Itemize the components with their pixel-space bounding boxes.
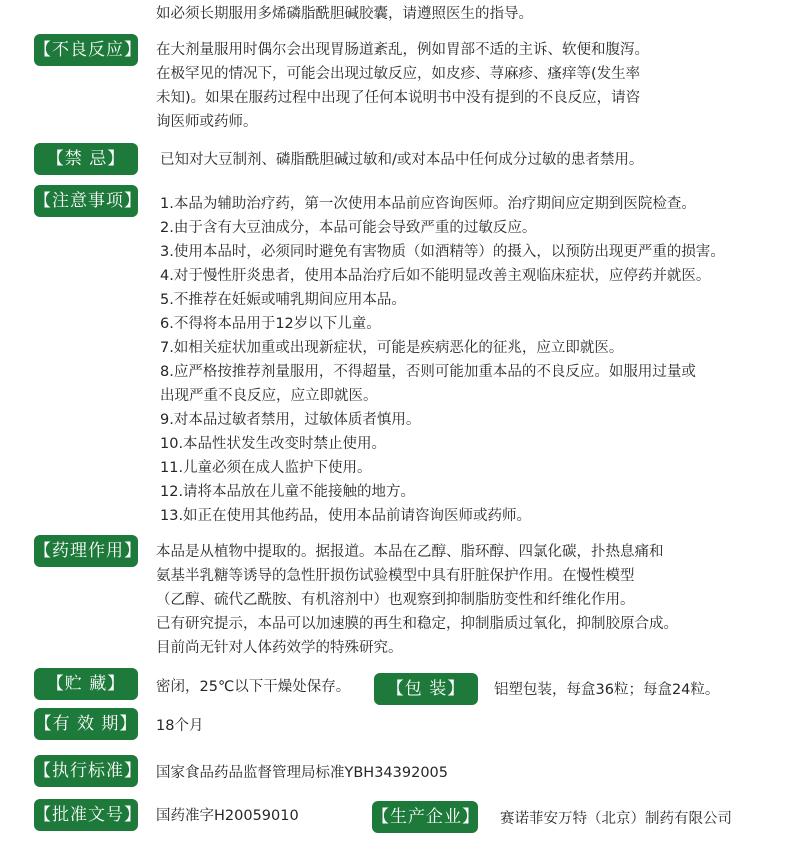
- precaution-item: 6.不得将本品用于12岁以下儿童。: [160, 316, 381, 332]
- manufacturer-text: 赛诺菲安万特（北京）制药有限公司: [500, 811, 732, 827]
- precaution-item: 出现严重不良反应，应立即就医。: [160, 388, 378, 404]
- pharmacology-line: 目前尚无针对人体药效学的特殊研究。: [156, 640, 403, 656]
- adverse-line: 在大剂量服用时偶尔会出现胃肠道紊乱，例如胃部不适的主诉、软便和腹泻。: [156, 42, 649, 58]
- precaution-item: 13.如正在使用其他药品，使用本品前请咨询医师或药师。: [160, 508, 532, 524]
- standard-text: 国家食品药品监督管理局标准YBH34392005: [156, 765, 449, 781]
- section-label-validity: 【有 效 期】: [34, 708, 138, 740]
- precaution-item: 12.请将本品放在儿童不能接触的地方。: [160, 484, 416, 500]
- precaution-item: 3.使用本品时，必须同时避免有害物质（如酒精等）的摄入，以预防出现更严重的损害。: [160, 244, 725, 260]
- section-label-precautions: 【注意事项】: [34, 185, 138, 217]
- section-label-pharmacology: 【药理作用】: [34, 535, 138, 567]
- precaution-item: 9.对本品过敏者禁用，过敏体质者慎用。: [160, 412, 421, 428]
- precaution-item: 4.对于慢性肝炎患者，使用本品治疗后如不能明显改善主观临床症状，应停药并就医。: [160, 268, 711, 284]
- section-label-adverse: 【不良反应】: [34, 34, 138, 66]
- section-label-storage: 【贮 藏】: [34, 668, 138, 700]
- precaution-item: 5.不推荐在妊娠或哺乳期间应用本品。: [160, 292, 406, 308]
- contraindications-text: 已知对大豆制剂、磷脂酰胆碱过敏和/或对本品中任何成分过敏的患者禁用。: [160, 152, 644, 168]
- precaution-item: 2.由于含有大豆油成分，本品可能会导致严重的过敏反应。: [160, 220, 537, 236]
- adverse-line: 在极罕见的情况下，可能会出现过敏反应，如皮疹、荨麻疹、瘙痒等(发生率: [156, 66, 641, 82]
- precaution-item: 7.如相关症状加重或出现新症状，可能是疾病恶化的征兆，应立即就医。: [160, 340, 624, 356]
- section-label-contraindications: 【禁 忌】: [34, 143, 138, 175]
- storage-text: 密闭，25℃以下干燥处保存。: [156, 679, 351, 695]
- adverse-line: 未知)。如果在服药过程中出现了任何本说明书中没有提到的不良反应，请咨: [156, 90, 641, 106]
- precaution-item: 10.本品性状发生改变时禁止使用。: [160, 436, 387, 452]
- adverse-line: 询医师或药师。: [156, 114, 258, 130]
- precaution-item: 8.应严格按推荐剂量服用，不得超量，否则可能加重本品的不良反应。如服用过量或: [160, 364, 696, 380]
- section-label-approval: 【批准文号】: [34, 799, 138, 831]
- approval-text: 国药准字H20059010: [156, 808, 299, 824]
- precaution-item: 1.本品为辅助治疗药，第一次使用本品前应咨询医师。治疗期间应定期到医院检查。: [160, 196, 696, 212]
- pharmacology-line: 本品是从植物中提取的。据报道。本品在乙醇、脂环醇、四氯化碳，扑热息痛和: [156, 544, 664, 560]
- section-label-manufacturer: 【生产企业】: [372, 801, 478, 833]
- validity-text: 18个月: [156, 718, 204, 734]
- section-label-standard: 【执行标准】: [34, 755, 138, 787]
- pharmacology-line: （乙醇、硫代乙酰胺、有机溶剂中）也观察到抑制脂肪变性和纤维化作用。: [156, 592, 635, 608]
- precaution-item: 11.儿童必须在成人监护下使用。: [160, 460, 372, 476]
- pharmacology-line: 已有研究提示，本品可以加速膜的再生和稳定，抑制脂质过氧化，抑制胶原合成。: [156, 616, 678, 632]
- package-text: 铝塑包装，每盒36粒；每盒24粒。: [494, 682, 720, 698]
- intro-text: 如必须长期服用多烯磷脂酰胆碱胶囊，请遵照医生的指导。: [156, 6, 533, 22]
- section-label-package: 【包 装】: [374, 673, 478, 705]
- pharmacology-line: 氨基半乳糖等诱导的急性肝损伤试验模型中具有肝脏保护作用。在慢性模型: [156, 568, 635, 584]
